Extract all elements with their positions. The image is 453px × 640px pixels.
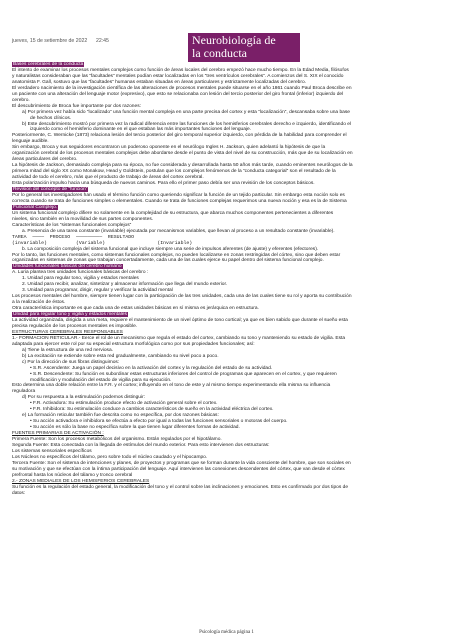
text-line: Segunda Fuente: Esta conectada con la llegada de estímulos del mundo exterior. Para esto intervienen dos estructuras: — [12, 443, 270, 448]
text-line: FUENTES PRIMARIAS DE ACTIVACIÓN : — [12, 431, 104, 437]
highlighted-text: Revisión del concepto de “función” — [13, 187, 88, 193]
text-line: 3. Unidad para programar, dirigir, regular y verificar la actividad mental — [22, 288, 173, 294]
text-line: • S.R. Ascendente: Juega un papel decisivo en la activación del cortex y la regulación del estado de su actividad. — [30, 365, 273, 371]
text-line: Por lo general los investigadores han usado el término función como queriendo significar la función de un tejido particular. Sin embargo esta noción solo es — [12, 192, 345, 198]
text-line: modificación y modulación del estado de vigilia para su ejecución. — [30, 377, 172, 383]
text-line: b. La composición compleja del sistema funcional que incluye siempre una serie de impulsos aferentes (de ajuste) y eferentes (efectores). — [22, 246, 319, 252]
text-line: niveles, sino también en la movilidad de sus partes componentes. — [12, 216, 154, 222]
text-line: Su función es la regulación del estado general, la modificación del tono y el control sobre las inclinaciones y emociones. Esto es confirmado por dos tipos de — [12, 484, 349, 490]
page-header — [12, 38, 109, 44]
text-line: 1.- FORMACION RETICULAR.- Eerce el rol de un mecanismo que regula el estado del cortex, cambiando su tono y manteniendo su estado de vigilia. Esta — [12, 335, 346, 341]
page-title — [188, 33, 300, 62]
text-line: Primera Fuente: Son los procesos metabólicos del organismo. Están regulados por el hipotálamo. — [12, 437, 222, 443]
text-line: Los sistemas sensoriales específicos — [12, 448, 92, 454]
text-line: El descubrimiento de Broca fue importante por dos razones: — [12, 103, 141, 109]
text-line: a) Por primera vez había sido “localizado” una función mental compleja en una parte precisa del cortex y esta “localización”, descansaba sobre una base — [22, 109, 350, 115]
text-line: y naturalistas consideraban que las “facultades” mentales podían estar localizadas en los “tres ventrículos cerebrales”. A comienzos del S. XIX el conocido — [12, 73, 344, 79]
text-line: b) La excitación se extiende sobre esta red gradualmente, cambiando su nivel poco a poco. — [22, 353, 219, 359]
text-line: A. Luria plantea tres unidades funcionales básicas del cerebro : — [12, 270, 149, 276]
text-line: adaptada para ejercer este rol por su especial estructura morfológica como por sus propiedades funcionales; así: — [12, 341, 255, 347]
header-time: 22:45 — [95, 38, 109, 44]
text-line: datos: — [12, 490, 26, 496]
text-line: a) Tiene la estructura de una red nerviosa. — [22, 347, 114, 353]
text-line: 2. Unidad para recibir, analizar, sintetizar y almacenar información que llega del mundo exterior. — [22, 282, 228, 288]
text-line: TAREA ──── PROCESO ───────── RESULTADO — [12, 234, 135, 240]
text-line: Sin embargo, Broca y sus seguidores encontraron un poderoso oponente en el neurólogo Ingles H. Jackson, quien adelantó la hipótesis de que la — [12, 145, 326, 151]
text-line: La hipótesis de Jackson, demasiado compleja para su época, no fue considerada y desarrollada hasta 50 años más tarde, cuando eminentes neurólogos de la — [12, 163, 353, 169]
text-line: • S.R. Descendente: Su función es subordinar estas estructuras inferiores del control de programas que aparecen en el cortex, y que requieren — [30, 371, 337, 377]
text-line: (invariable) (Variable) (Invariable) — [12, 240, 193, 246]
text-line: • F.R. Inhibidora: Su estimulación conduce a cambios característicos de sueño en la actividad eléctrica del cortex. — [30, 407, 274, 413]
page-footer: Psicología médica página 1 — [199, 630, 254, 635]
header-date: jueves, 15 de setiembre de 2022 — [12, 38, 88, 44]
text-line: su motivación y que se efectúan con la íntima participación del lenguaje. Aquí intervienen las conexiones descendentes del córtex, que van desde el córtex — [12, 466, 345, 472]
highlighted-text: Funcional Complejo. — [13, 204, 58, 210]
text-line: reguladora — [12, 389, 36, 395]
text-line: de hechos clínicos. — [30, 115, 72, 121]
text-line: organizadas en sistemas de zonas que trabajan concertadamente, cada una de las cuales ejerce su papel dentro del sistema funcional complejo. — [12, 258, 324, 264]
text-line: Por lo tanto, las funciones mentales, como sistemas funcionales complejos, no pueden localizarse en zonas restringidas del córtex, sino que deben estar — [12, 252, 341, 258]
text-line: anatomista F. Gall, sostuvo que las “facultades” humanas estaban situadas en áreas particulares y estrictamente localizadas del cerebro. — [12, 79, 307, 85]
text-line: a. Presencia de una tarea constante (invariable) ejecutada por mecanismos variables, que llevan al proceso a un resultado constante (invariable). — [22, 228, 335, 234]
text-line: Otra característica importante es que cada una de estas unidades básicas en sí misma es jerárquica en estructura. — [12, 306, 259, 312]
text-line: áreas particulares del cerebro. — [12, 157, 78, 163]
text-line: e) La formación reticular también fue descrita como no específica, por dos razones básicas: — [22, 413, 219, 419]
text-line: • F.R. Activadora: Su estimulación produce efecto de activación general sobre el cortex. — [30, 401, 218, 407]
text-line: un paciente con una alteración del lenguaje motor (expresivo), que esto se relacionaba con lesión del tercio posterior del giro frontal (inferior) izquierdo del — [12, 91, 344, 97]
text-line: Tercera Fuente: Son el sistema de intenciones y planes, de proyectos y programas que se forman durante la vida consciente del hombre, que son sociales en — [12, 460, 351, 466]
highlighted-text: Bases cerebrales de la conducta — [13, 62, 84, 67]
title-line-1: Neurobiología de — [192, 33, 276, 47]
text-line: 2.- ZONAS MEDIALES DE LOS HEMISFERIOS CEREBRALES — [12, 478, 150, 484]
text-line: Esto determina una doble relación entre la F.R. y el cortex; influyendo en el tono de este y al mismo tiempo experimentando ella misma su influencia — [12, 383, 331, 389]
text-line: El verdadero nacimiento de la investigación científica de las alteraciones de procesos mentales puede situarse en el año 1861 cuando Paul Broca describe en — [12, 85, 352, 91]
text-line: a la realización de éstos. — [12, 300, 66, 306]
text-line: cerebro. — [12, 97, 30, 103]
text-line: b) Este descubrimiento mostró por primera vez la radical diferencia entre las funciones de los hemisferios cerebrales derecho e izquierdo, identificando el — [22, 121, 352, 127]
text-line: lenguaje audible. — [12, 139, 49, 145]
text-line: izquierdo como el hemisferio dominante en el que estaban las más importantes funciones del lenguaje. — [30, 127, 252, 133]
text-line: c) Por la dirección de sus fibras distinguimos: — [22, 359, 120, 365]
text-line: Un sistema funcional complejo difiere no solamente en la complejidad de su estructura, que abarca muchos componentes pertenecientes a diferentes — [12, 210, 334, 216]
title-line-2: la conducta — [192, 46, 247, 60]
text-line: 1. Unidad para regular tono, vigilia y estados mentales — [22, 276, 139, 282]
text-line: La actividad organizada, dirigida a una meta, requiere el mantenimiento de un nivel óptimo de tono cortical; ya que es bien sabido que durante el sueño esta — [12, 317, 348, 323]
document-body — [12, 62, 442, 497]
text-line: d) Por su respuesta a la estimulación podemos distinguir: — [22, 395, 146, 401]
text-line: • Su acción activadora e inhibidora se efectúa a efecto por igual a todas las funciones sensoriales o motoras del cuerpo. — [30, 419, 288, 425]
text-line: organización cerebral de los procesos mentales complejos debe abordarse desde el punto de vista del nivel de su construcción, más que de su localización en — [12, 151, 353, 157]
highlighted-text: Unidades funcionales básicas del cerebro humano — [13, 264, 122, 270]
highlighted-text: Unidad para regular tono y vigilia y estados mentales — [13, 312, 127, 318]
text-line: Los Núcleos no específicos del tálamo, pero sobre todo el núcleo caudado y el hipocampo. — [12, 454, 208, 460]
text-line: Características de los “sistemas funcionales complejos” — [12, 222, 132, 228]
text-line: actividad de todo el cerebro, más que el producto de trabajo de áreas del cortex cerebral. — [12, 175, 204, 181]
text-line: primera mitad del siglo XX como Monakow, Head y Goldstein, postulan que los complejos fenómenos de la “conducta categorial” son el resultado de la — [12, 169, 336, 175]
text-line: correcta cuando se trata de funciones simples o elementales. Cuando se trata de funciones complejas requerimos una nueva noción y esa es la de Sistema — [12, 198, 347, 204]
text-line: precisa regulación de los procesos mentales es imposible. — [12, 323, 138, 329]
text-line: Posteriormente, C. Wernicke (1873) relaciona lesión del tercio posterior del giro temporal superior izquierdo, con pérdida de la habilidad para comprender el — [12, 133, 347, 139]
text-line: prefrontal hasta los núcleos del tálamo y tronco cerebral — [12, 472, 133, 478]
text-line: Los procesos mentales del hombre, siempre tienen lugar con la participación de las tres unidades, cada una de las cuales tiene su rol y aporta su contribución — [12, 294, 352, 300]
text-line: Esta polarización impulso hacia una búsqueda de nuevos caminos. Para ello el primer paso debía ser una revisión de los conceptos básicos. — [12, 181, 315, 187]
text-line: • Su acción es sólo la base no específica sobre la que tienen lugar diferentes formas de actividad. — [30, 425, 240, 431]
text-line: El intento de examinar los procesos mentales complejos como función de áreas locales del cerebro empezó hace mucho tiempo. En la Edad Media, filósofos — [12, 67, 349, 73]
text-line: ESTRUCTURAS CEREBRALES RESPONSABLES — [12, 329, 123, 335]
